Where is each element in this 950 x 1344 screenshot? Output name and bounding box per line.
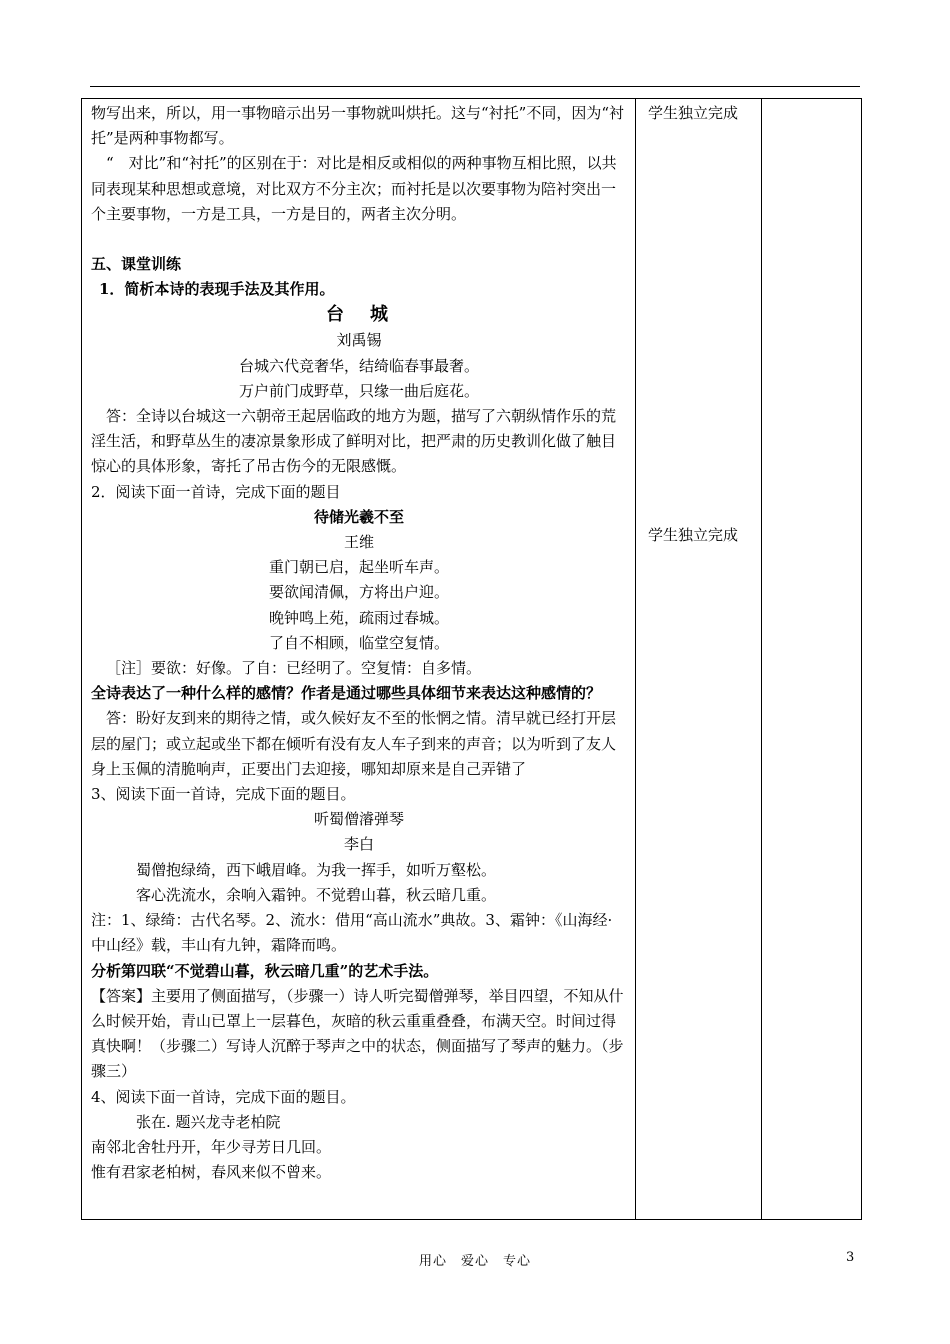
poem1-line: 万户前门成野草，只缘一曲后庭花。 (238, 381, 479, 400)
answer-2: 答：盼好友到来的期待之情，或久候好友不至的怅惘之情。清早就已经打开层层的屋门；或立起或坐下都在倾听有没有友人车子到来的声音；以为听到了友人身上玉佩的清脆响声，正要出门去迎接，哪知却原来是自己弄错了 (91, 709, 617, 778)
paragraph-contrast: “ 对比”和“衬托”的区别在于：对比是相反或相似的两种事物互相比照，以共同表现某种思想或意境，对比双方不分主次；而衬托是以次要事物为陪衬突出一个主要事物，一方是工具，一方是目的，两者主次分明。 (91, 154, 617, 223)
poem4-line: 惟有君家老柏树，春风来似不曾来。 (91, 1163, 332, 1182)
poem2-line: 重门朝已启，起坐听车声。 (268, 558, 449, 577)
poem1-title: 台 城 (326, 304, 392, 326)
section-heading: 五、课堂训练 (91, 255, 182, 274)
note-2: ［注］要欲：好像。了自：已经明了。空复情：自多情。 (106, 659, 482, 678)
poem3-title: 听蜀僧濬弹琴 (313, 810, 404, 829)
poem4-line: 南邻北舍牡丹开，年少寻芳日几回。 (91, 1137, 332, 1156)
poem1-line: 台城六代竞奢华，结绮临春事最奢。 (238, 356, 479, 375)
answer-3: 【答案】主要用了侧面描写，（步骤一）诗人听完蜀僧弹琴，举目四望，不知从什么时候开始，青山已罩上一层暮色，灰暗的秋云重重叠叠，布满天空。时间过得真快啊！（步骤二）写诗人沉醉于琴声之中的状态，侧面描写了琴声的魅力。（步骤三） (91, 986, 624, 1081)
question-2: 2．阅读下面一首诗，完成下面的题目 (91, 482, 341, 501)
note-3: 注：1、绿绮：古代名琴。2、流水：借用“高山流水”典故。3、霜钟：《山海经·中山经》载，丰山有九钟，霜降而鸣。 (91, 911, 613, 955)
poem1-author: 刘禹锡 (336, 331, 382, 350)
poem3-author: 李白 (343, 835, 374, 854)
footer-motto: 用心 爱心 专心 (418, 1254, 531, 1269)
status-text-2: 学生独立完成 (648, 526, 739, 544)
poem3-line: 客心洗流水，余响入霜钟。不觉碧山暮，秋云暗几重。 (136, 885, 497, 904)
lesson-table (81, 98, 862, 1220)
poem2-line: 晚钟鸣上苑，疏雨过春城。 (268, 608, 449, 627)
paragraph-hongtuo: 物写出来，所以，用一事物暗示出另一事物就叫烘托。这与“衬托”不同，因为“衬托”是两种事物都写。 (91, 104, 625, 148)
empty-cell (762, 99, 862, 1220)
poem3-line: 蜀僧抱绿绮，西下峨眉峰。为我一挥手，如听万壑松。 (136, 860, 497, 879)
status-text-1: 学生独立完成 (648, 104, 739, 122)
status-cell (636, 99, 762, 1220)
poem2-line: 要欲闻清佩，方将出户迎。 (268, 583, 449, 602)
page-number: 3 (846, 1250, 855, 1265)
poem2-title: 待储光羲不至 (313, 507, 404, 526)
question-3b: 分析第四联“不觉碧山暮，秋云暗几重”的艺术手法。 (91, 961, 439, 980)
question-3: 3、阅读下面一首诗，完成下面的题目。 (91, 785, 356, 804)
poem2-line: 了自不相顾，临堂空复情。 (268, 633, 449, 652)
content-cell (82, 99, 636, 1220)
poem2-author: 王维 (343, 533, 374, 552)
question-2b: 全诗表达了一种什么样的感情？作者是通过哪些具体细节来表达这种感情的？ (91, 684, 602, 703)
question-4: 4、阅读下面一首诗，完成下面的题目。 (91, 1087, 356, 1106)
header-rule (90, 86, 860, 87)
answer-1: 答：全诗以台城这一六朝帝王起居临政的地方为题，描写了六朝纵情作乐的荒淫生活，和野草丛生的凄凉景象形成了鲜明对比，把严肃的历史教训化做了触目惊心的具体形象，寄托了吊古伤今的无限感慨。 (91, 407, 617, 476)
poem4-title: 张在. 题兴龙寺老柏院 (136, 1112, 281, 1131)
question-1: 1．简析本诗的表现手法及其作用。 (99, 280, 335, 299)
